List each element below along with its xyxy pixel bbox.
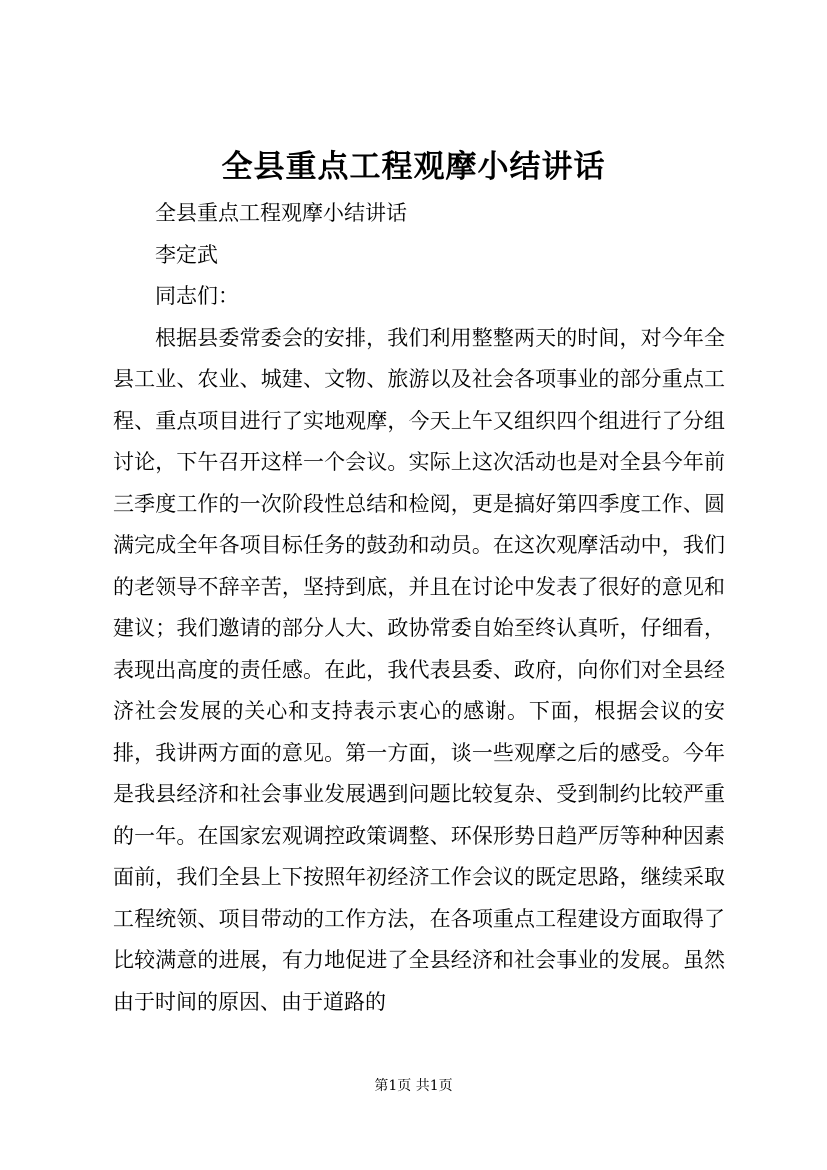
salutation-paragraph: 同志们：: [155, 284, 239, 308]
subtitle-paragraph: 全县重点工程观摩小结讲话: [155, 201, 407, 225]
body-paragraph: 根据县委常委会的安排，我们利用整整两天的时间，对今年全县工业、农业、城建、文物、旅游以及社会各项事业的部分重点工程、重点项目进行了实地观摩，今天上午又组织四个组进行了分组讨论，下午召开这样一个会议。实际上这次活动也是对全县今年前三季度工作的一次阶段性总结和检阅，更是搞好第四季度工作、圆满完成全年各项目标任务的鼓劲和动员。在这次观摩活动中，我们的老领导不辞辛苦，坚持到底，并且在讨论中发表了很好的意见和建议；我们邀请的部分人大、政协常委自始至终认真听，仔细看，表现出高度的责任感。在此，我代表县委、政府，向你们对全县经济社会发展的关心和支持表示衷心的感谢。下面，根据会议的安排，我讲两方面的意见。第一方面，谈一些观摩之后的感受。今年是我县经济和社会事业发展遇到问题比较复杂、受到制约比较严重的一年。在国家宏观调控政策调整、环保形势日趋严厉等种种因素面前，我们全县上下按照年初经济工作会议的既定思路，继续采取工程统领、项目带动的工作方法，在各项重点工程建设方面取得了比较满意的进展，有力地促进了全县经济和社会事业的发展。虽然由于时间的原因、由于道路的: [113, 325, 725, 1014]
author-paragraph: 李定武: [155, 242, 218, 267]
document-body: [113, 193, 725, 1023]
page-footer: 第1页 共1页: [374, 1078, 453, 1094]
document-title: 全县重点工程观摩小结讲话: [221, 149, 606, 185]
